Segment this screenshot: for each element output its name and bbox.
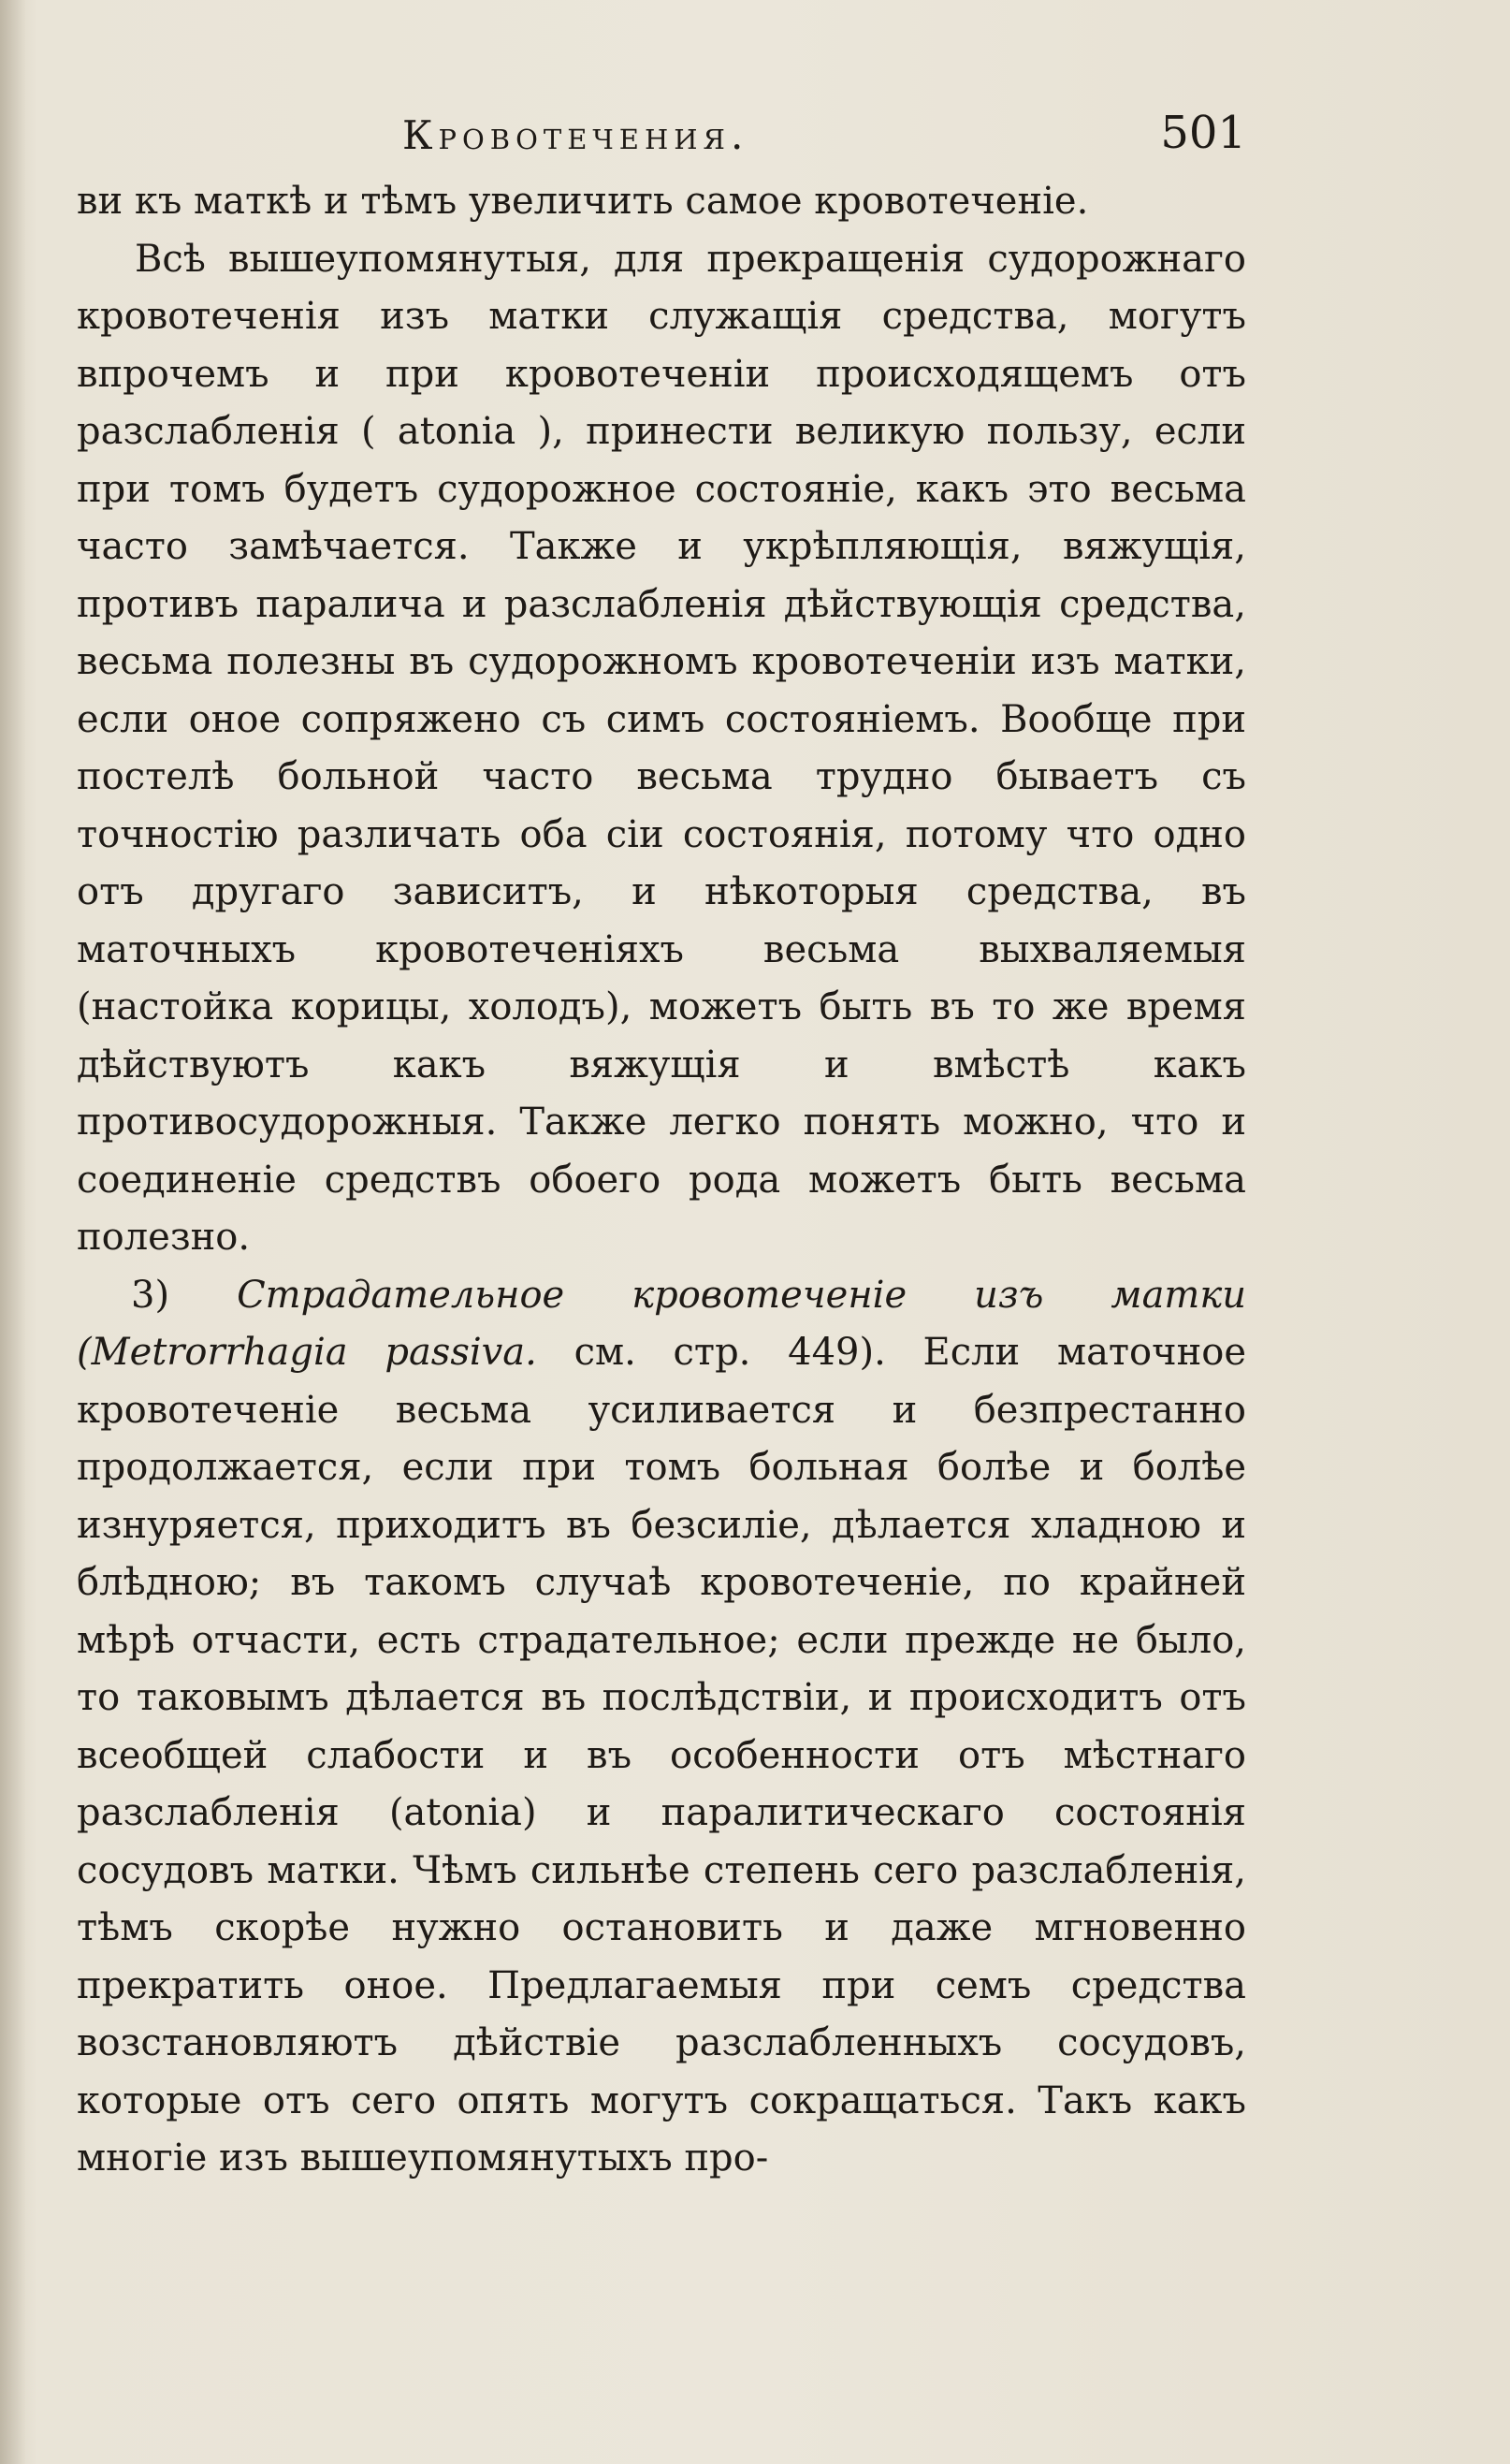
paragraph-1: ви къ маткѣ и тѣмъ увеличить самое кровотеченіе.	[77, 180, 1089, 223]
paragraph-3	[77, 1267, 1246, 2188]
paragraph-2: Всѣ вышеупомянутыя, для прекращенія судорожнаго кровотеченія изъ матки служащія средства, могутъ впрочемъ и при кровотеченіи происходящемъ отъ разслабленія ( atonia ), принести великую пользу, если при томъ будетъ судорожное состояніе, какъ это весьма часто замѣчается. Также и укрѣпляющія, вяжущія, противъ паралича и разслабленія дѣйствующія средства, весьма полезны въ судорожномъ кровотеченіи изъ матки, если оное сопряжено съ симъ состояніемъ. Вообще при постелѣ больной часто весьма трудно бываетъ съ точностію различать оба сіи состоянія, потому что одно отъ другаго зависитъ, и нѣкоторыя средства, въ маточныхъ кровотеченіяхъ весьма выхваляемыя (настойка корицы, холодъ), можетъ быть въ то же время дѣйствуютъ какъ вяжущія и вмѣстѣ какъ противосудорожныя. Также легко понять можно, что и соединеніе средствъ обоего рода можетъ быть весьма полезно.	[77, 237, 1246, 1259]
section-title: Страдательное кровотеченіе изъ матки	[237, 1273, 1246, 1317]
section-body: Если маточное кровотеченіе весьма усиливается и безпрестанно продолжается, если при томъ больная болѣе и болѣе изнуряется, приходитъ въ безсиліе, дѣлается хладною и блѣдною; въ такомъ случаѣ кровотеченіе, по крайней мѣрѣ отчасти, есть страдательное; если прежде не было, то таковымъ дѣлается въ послѣдствіи, и происходитъ отъ всеобщей слабости и въ особенности отъ мѣстнаго разслабленія (atonia) и паралитическаго состоянія сосудовъ матки. Чѣмъ сильнѣе степень сего разслабленія, тѣмъ скорѣе нужно остановить и даже мгновенно прекратить оное. Предлагаемыя при семъ средства возстановляютъ дѣйствіе разслабленныхъ сосудовъ, которые отъ сего опять могутъ сокращаться. Такъ какъ многіе изъ вышеупомянутыхъ про-	[77, 1331, 1246, 2180]
section-page-reference: см. стр. 449).	[574, 1331, 886, 1374]
section-latin-term: (Metrorrhagia passiva.	[77, 1331, 537, 1374]
gutter-shadow	[0, 0, 26, 2464]
body-text	[77, 173, 1246, 2188]
running-head: Кровотечения.	[402, 112, 749, 158]
page-header	[77, 105, 1246, 161]
page-number: 501	[1160, 107, 1246, 159]
section-number: 3)	[131, 1273, 170, 1317]
